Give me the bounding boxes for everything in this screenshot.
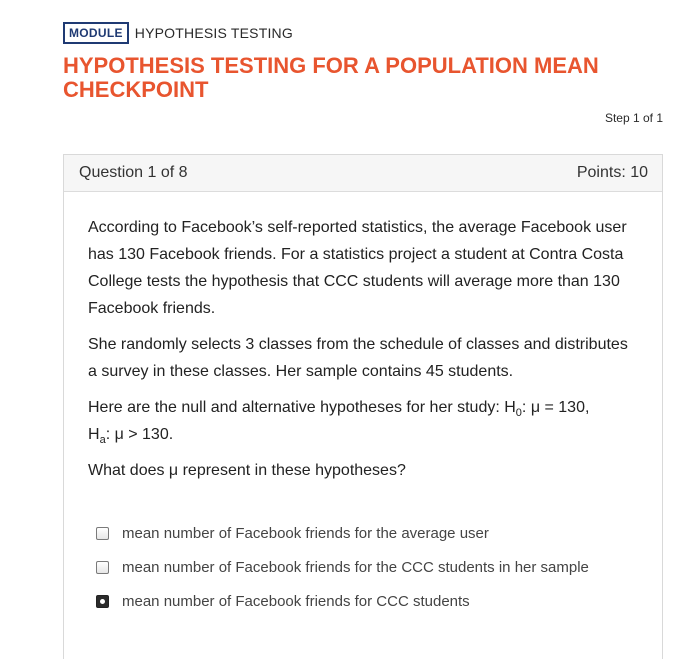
hypotheses-intro: Here are the null and alternative hypotheses for her study: H: [88, 399, 516, 416]
page-title-line1: HYPOTHESIS TESTING FOR A POPULATION MEAN: [63, 53, 599, 78]
question-card: [63, 154, 663, 659]
question-header: [64, 155, 662, 192]
checkbox-icon[interactable]: [96, 561, 109, 574]
module-badge: MODULE: [63, 22, 129, 44]
answer-option-label[interactable]: mean number of Facebook friends for the CCC students in her sample: [122, 558, 589, 576]
answer-option-label[interactable]: mean number of Facebook friends for CCC students: [122, 592, 470, 610]
alt-hypothesis: : μ > 130.: [105, 426, 174, 443]
answer-option-3[interactable]: [96, 584, 640, 618]
checked-checkbox-icon[interactable]: [96, 595, 109, 608]
alt-prefix: H: [88, 426, 100, 443]
null-subscript: 0: [515, 407, 522, 420]
step-indicator: Step 1 of 1: [604, 111, 663, 125]
question-prompt: What does μ represent in these hypotheses?: [88, 462, 406, 479]
checkbox-icon[interactable]: [96, 527, 109, 540]
answer-option-2[interactable]: [96, 550, 640, 584]
question-paragraph-2: She randomly selects 3 classes from the schedule of classes and distributes a survey in these classes. Her sample contains 45 students.: [88, 336, 628, 380]
null-hypothesis: : μ = 130,: [521, 399, 590, 416]
module-name: HYPOTHESIS TESTING: [134, 25, 293, 41]
page-title: [63, 54, 663, 102]
module-header: [63, 22, 293, 44]
answer-options: [88, 516, 640, 618]
alt-subscript: a: [99, 434, 106, 447]
answer-option-label[interactable]: mean number of Facebook friends for the average user: [122, 524, 489, 542]
question-paragraph-1: According to Facebook’s self-reported statistics, the average Facebook user has 130 Facebook friends. For a statistics project a student at Contra Costa College tests the hypothesis that CCC students will average more than 130 Facebook friends.: [88, 219, 627, 317]
page-title-line2: CHECKPOINT: [63, 77, 209, 102]
question-points: Points: 10: [576, 164, 648, 181]
question-body: [64, 192, 662, 618]
question-hypotheses: [88, 394, 640, 448]
question-counter: Question 1 of 8: [79, 164, 188, 181]
answer-option-1[interactable]: [96, 516, 640, 550]
